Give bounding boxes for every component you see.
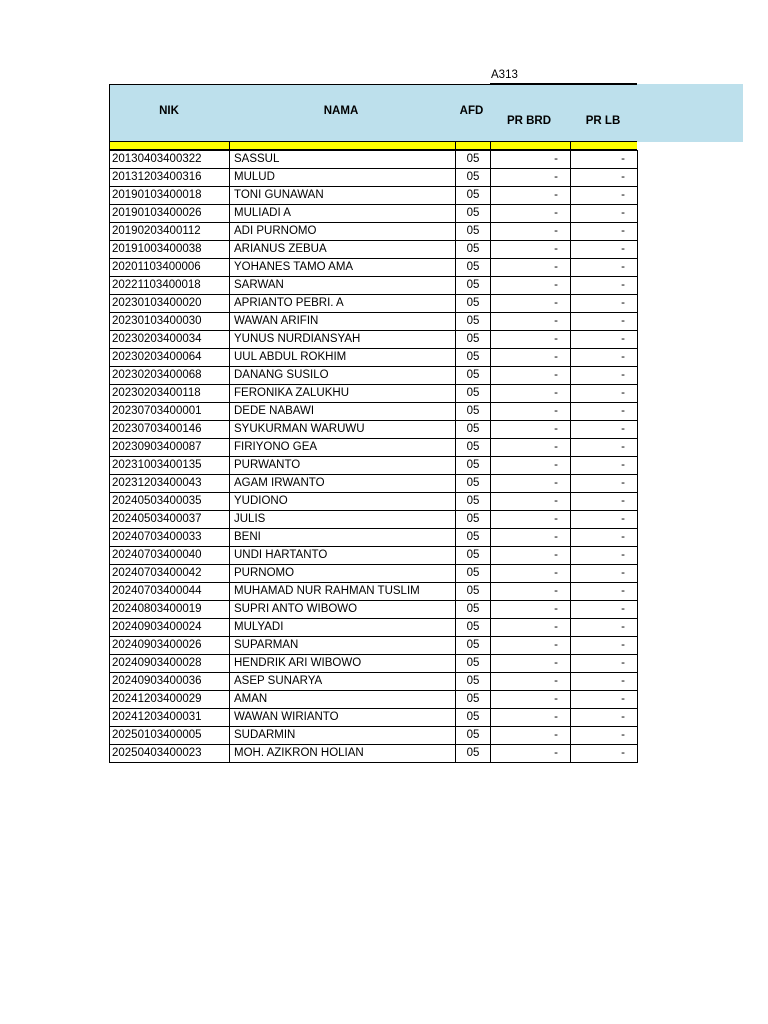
table-row xyxy=(110,565,638,583)
cell-pr-brd[interactable]: - xyxy=(491,547,571,565)
cell-pr-lb[interactable]: - xyxy=(571,439,638,457)
table-row xyxy=(110,583,638,601)
cell-nik[interactable]: 20221103400018 xyxy=(110,277,230,295)
table-row xyxy=(110,727,638,745)
cell-pr-brd[interactable]: - xyxy=(491,259,571,277)
cell-pr-lb[interactable]: - xyxy=(571,529,638,547)
cell-afd[interactable]: 05 xyxy=(456,637,491,655)
cell-nik[interactable]: 20230203400064 xyxy=(110,349,230,367)
column-header-nik: NIK xyxy=(109,84,229,142)
cell-afd[interactable]: 05 xyxy=(456,601,491,619)
cell-nik[interactable]: 20190103400026 xyxy=(110,205,230,223)
table-row xyxy=(110,151,638,169)
cell-nama[interactable]: MULUD xyxy=(230,169,456,187)
cell-pr-lb[interactable]: - xyxy=(571,205,638,223)
cell-pr-brd[interactable]: - xyxy=(491,511,571,529)
cell-nama[interactable]: FIRIYONO GEA xyxy=(230,439,456,457)
cell-nama[interactable]: SASSUL xyxy=(230,151,456,169)
group-label-a313: A313 xyxy=(490,66,637,84)
cell-pr-lb[interactable]: - xyxy=(571,475,638,493)
cell-nik[interactable]: 20231203400043 xyxy=(110,475,230,493)
cell-pr-brd[interactable]: - xyxy=(491,205,571,223)
table-row xyxy=(110,385,638,403)
cell-nama[interactable]: UNDI HARTANTO xyxy=(230,547,456,565)
cell-pr-brd[interactable]: - xyxy=(491,619,571,637)
cell-pr-lb[interactable]: - xyxy=(571,457,638,475)
cell-pr-lb[interactable]: - xyxy=(571,601,638,619)
cell-afd[interactable]: 05 xyxy=(456,475,491,493)
cell-afd[interactable]: 05 xyxy=(456,349,491,367)
cell-nama[interactable]: HENDRIK ARI WIBOWO xyxy=(230,655,456,673)
table-row xyxy=(110,313,638,331)
cell-nik[interactable]: 20240703400040 xyxy=(110,547,230,565)
cell-pr-brd[interactable]: - xyxy=(491,691,571,709)
table-row xyxy=(110,529,638,547)
cell-nik[interactable]: 20230903400087 xyxy=(110,439,230,457)
cell-nama[interactable]: MOH. AZIKRON HOLIAN xyxy=(230,745,456,763)
cell-nik[interactable]: 20250403400023 xyxy=(110,745,230,763)
cell-afd[interactable]: 05 xyxy=(456,547,491,565)
cell-nik[interactable]: 20230703400001 xyxy=(110,403,230,421)
cell-pr-brd[interactable]: - xyxy=(491,367,571,385)
cell-nama[interactable]: PURNOMO xyxy=(230,565,456,583)
cell-pr-lb[interactable]: - xyxy=(571,547,638,565)
cell-pr-lb[interactable]: - xyxy=(571,745,638,763)
cell-nama[interactable]: YUDIONO xyxy=(230,493,456,511)
cell-nik[interactable]: 20190203400112 xyxy=(110,223,230,241)
table-row xyxy=(110,403,638,421)
cell-pr-lb[interactable]: - xyxy=(571,151,638,169)
cell-nama[interactable]: AMAN xyxy=(230,691,456,709)
cell-pr-lb[interactable]: - xyxy=(571,349,638,367)
cell-afd[interactable]: 05 xyxy=(456,511,491,529)
cell-pr-lb[interactable]: - xyxy=(571,673,638,691)
cell-nama[interactable]: YUNUS NURDIANSYAH xyxy=(230,331,456,349)
table-row xyxy=(110,223,638,241)
cell-nama[interactable]: SUPRI ANTO WIBOWO xyxy=(230,601,456,619)
cell-nik[interactable]: 20191003400038 xyxy=(110,241,230,259)
cell-afd[interactable]: 05 xyxy=(456,673,491,691)
cell-pr-brd[interactable]: - xyxy=(491,277,571,295)
cell-pr-brd[interactable]: - xyxy=(491,241,571,259)
cell-afd[interactable]: 05 xyxy=(456,223,491,241)
table-row xyxy=(110,745,638,763)
cell-pr-brd[interactable]: - xyxy=(491,385,571,403)
cell-pr-lb[interactable]: - xyxy=(571,223,638,241)
cell-afd[interactable]: 05 xyxy=(456,259,491,277)
cell-pr-lb[interactable]: - xyxy=(571,511,638,529)
cell-nik[interactable]: 20240503400035 xyxy=(110,493,230,511)
cell-nik[interactable]: 20231003400135 xyxy=(110,457,230,475)
cell-nama[interactable]: DANANG SUSILO xyxy=(230,367,456,385)
cell-pr-brd[interactable]: - xyxy=(491,601,571,619)
cell-afd[interactable]: 05 xyxy=(456,385,491,403)
cell-afd[interactable]: 05 xyxy=(456,295,491,313)
cell-pr-brd[interactable]: - xyxy=(491,313,571,331)
cell-afd[interactable]: 05 xyxy=(456,205,491,223)
cell-pr-brd[interactable]: - xyxy=(491,529,571,547)
table-row xyxy=(110,655,638,673)
separator-divider xyxy=(455,142,456,150)
cell-afd[interactable]: 05 xyxy=(456,403,491,421)
cell-afd[interactable]: 05 xyxy=(456,187,491,205)
cell-pr-brd[interactable]: - xyxy=(491,655,571,673)
cell-nama[interactable]: SUPARMAN xyxy=(230,637,456,655)
yellow-separator-row xyxy=(109,142,637,150)
cell-pr-brd[interactable]: - xyxy=(491,151,571,169)
cell-afd[interactable]: 05 xyxy=(456,421,491,439)
table-row xyxy=(110,601,638,619)
table-row xyxy=(110,637,638,655)
cell-nik[interactable]: 20131203400316 xyxy=(110,169,230,187)
table-row xyxy=(110,691,638,709)
cell-nik[interactable]: 20241203400029 xyxy=(110,691,230,709)
cell-nama[interactable]: TONI GUNAWAN xyxy=(230,187,456,205)
cell-pr-lb[interactable]: - xyxy=(571,619,638,637)
cell-pr-brd[interactable]: - xyxy=(491,709,571,727)
table-row xyxy=(110,169,638,187)
employee-table xyxy=(109,150,638,763)
cell-nama[interactable]: SUDARMIN xyxy=(230,727,456,745)
table-row xyxy=(110,421,638,439)
cell-pr-lb[interactable]: - xyxy=(571,709,638,727)
cell-nama[interactable]: UUL ABDUL ROKHIM xyxy=(230,349,456,367)
header-fill-extension xyxy=(637,84,743,142)
cell-pr-lb[interactable]: - xyxy=(571,259,638,277)
cell-nama[interactable]: SYUKURMAN WARUWU xyxy=(230,421,456,439)
table-row xyxy=(110,493,638,511)
cell-nik[interactable]: 20230103400020 xyxy=(110,295,230,313)
table-row xyxy=(110,367,638,385)
cell-pr-brd[interactable]: - xyxy=(491,169,571,187)
cell-pr-brd[interactable]: - xyxy=(491,223,571,241)
cell-pr-brd[interactable]: - xyxy=(491,583,571,601)
cell-pr-lb[interactable]: - xyxy=(571,565,638,583)
table-row xyxy=(110,709,638,727)
cell-afd[interactable]: 05 xyxy=(456,313,491,331)
cell-nik[interactable]: 20240503400037 xyxy=(110,511,230,529)
cell-pr-lb[interactable]: - xyxy=(571,241,638,259)
cell-afd[interactable]: 05 xyxy=(456,745,491,763)
cell-afd[interactable]: 05 xyxy=(456,655,491,673)
table-row xyxy=(110,331,638,349)
cell-pr-lb[interactable]: - xyxy=(571,637,638,655)
cell-pr-lb[interactable]: - xyxy=(571,421,638,439)
cell-nik[interactable]: 20240703400042 xyxy=(110,565,230,583)
table-row xyxy=(110,511,638,529)
cell-afd[interactable]: 05 xyxy=(456,727,491,745)
cell-nama[interactable]: DEDE NABAWI xyxy=(230,403,456,421)
cell-pr-lb[interactable]: - xyxy=(571,583,638,601)
cell-pr-brd[interactable]: - xyxy=(491,637,571,655)
table-row xyxy=(110,619,638,637)
cell-nama[interactable]: AGAM IRWANTO xyxy=(230,475,456,493)
table-row xyxy=(110,457,638,475)
cell-nik[interactable]: 20240903400036 xyxy=(110,673,230,691)
cell-pr-brd[interactable]: - xyxy=(491,187,571,205)
column-header-afd: AFD xyxy=(454,84,490,142)
cell-afd[interactable]: 05 xyxy=(456,619,491,637)
cell-nama[interactable]: FERONIKA ZALUKHU xyxy=(230,385,456,403)
cell-nama[interactable]: ADI PURNOMO xyxy=(230,223,456,241)
table-row xyxy=(110,259,638,277)
separator-divider xyxy=(229,142,230,150)
cell-pr-lb[interactable]: - xyxy=(571,313,638,331)
cell-nik[interactable]: 20240703400044 xyxy=(110,583,230,601)
cell-nik[interactable]: 20240903400024 xyxy=(110,619,230,637)
cell-pr-lb[interactable]: - xyxy=(571,655,638,673)
table-row xyxy=(110,241,638,259)
employee-table-body xyxy=(110,151,638,763)
cell-nik[interactable]: 20240903400026 xyxy=(110,637,230,655)
cell-nama[interactable]: WAWAN ARIFIN xyxy=(230,313,456,331)
cell-pr-brd[interactable]: - xyxy=(491,745,571,763)
table-row xyxy=(110,475,638,493)
cell-nik[interactable]: 20230203400034 xyxy=(110,331,230,349)
cell-afd[interactable]: 05 xyxy=(456,331,491,349)
table-row xyxy=(110,673,638,691)
table-row xyxy=(110,295,638,313)
cell-afd[interactable]: 05 xyxy=(456,457,491,475)
cell-pr-lb[interactable]: - xyxy=(571,295,638,313)
cell-nama[interactable]: APRIANTO PEBRI. A xyxy=(230,295,456,313)
cell-pr-brd[interactable]: - xyxy=(491,439,571,457)
column-header-pr-lb: PR LB xyxy=(569,101,637,142)
cell-pr-lb[interactable]: - xyxy=(571,277,638,295)
column-header-pr-brd: PR BRD xyxy=(489,101,570,142)
cell-nik[interactable]: 20201103400006 xyxy=(110,259,230,277)
cell-nama[interactable]: WAWAN WIRIANTO xyxy=(230,709,456,727)
separator-divider xyxy=(570,142,571,150)
table-row xyxy=(110,205,638,223)
cell-nik[interactable]: 20240703400033 xyxy=(110,529,230,547)
cell-pr-brd[interactable]: - xyxy=(491,421,571,439)
cell-nama[interactable]: SARWAN xyxy=(230,277,456,295)
cell-pr-brd[interactable]: - xyxy=(491,727,571,745)
cell-nik[interactable]: 20230703400146 xyxy=(110,421,230,439)
cell-nik[interactable]: 20230203400118 xyxy=(110,385,230,403)
cell-nik[interactable]: 20250103400005 xyxy=(110,727,230,745)
cell-nik[interactable]: 20130403400322 xyxy=(110,151,230,169)
cell-pr-lb[interactable]: - xyxy=(571,331,638,349)
table-row xyxy=(110,439,638,457)
cell-pr-brd[interactable]: - xyxy=(491,475,571,493)
cell-afd[interactable]: 05 xyxy=(456,439,491,457)
cell-nik[interactable]: 20240903400028 xyxy=(110,655,230,673)
cell-nama[interactable]: ARIANUS ZEBUA xyxy=(230,241,456,259)
cell-afd[interactable]: 05 xyxy=(456,493,491,511)
cell-pr-brd[interactable]: - xyxy=(491,673,571,691)
column-group-header xyxy=(489,84,637,102)
cell-pr-lb[interactable]: - xyxy=(571,367,638,385)
cell-pr-brd[interactable]: - xyxy=(491,349,571,367)
cell-pr-lb[interactable]: - xyxy=(571,403,638,421)
cell-nik[interactable]: 20230103400030 xyxy=(110,313,230,331)
cell-nama[interactable]: MULYADI xyxy=(230,619,456,637)
cell-afd[interactable]: 05 xyxy=(456,565,491,583)
table-row xyxy=(110,349,638,367)
cell-pr-brd[interactable]: - xyxy=(491,565,571,583)
cell-pr-lb[interactable]: - xyxy=(571,691,638,709)
cell-nama[interactable]: JULIS xyxy=(230,511,456,529)
cell-afd[interactable]: 05 xyxy=(456,529,491,547)
cell-pr-brd[interactable]: - xyxy=(491,295,571,313)
cell-afd[interactable]: 05 xyxy=(456,241,491,259)
cell-pr-brd[interactable]: - xyxy=(491,457,571,475)
cell-nama[interactable]: MUHAMAD NUR RAHMAN TUSLIM xyxy=(230,583,456,601)
cell-pr-brd[interactable]: - xyxy=(491,493,571,511)
table-row xyxy=(110,547,638,565)
cell-nik[interactable]: 20190103400018 xyxy=(110,187,230,205)
cell-afd[interactable]: 05 xyxy=(456,709,491,727)
cell-pr-brd[interactable]: - xyxy=(491,331,571,349)
table-row xyxy=(110,187,638,205)
table-row xyxy=(110,277,638,295)
cell-nama[interactable]: BENI xyxy=(230,529,456,547)
cell-pr-brd[interactable]: - xyxy=(491,403,571,421)
cell-nama[interactable]: MULIADI A xyxy=(230,205,456,223)
cell-pr-lb[interactable]: - xyxy=(571,169,638,187)
cell-afd[interactable]: 05 xyxy=(456,583,491,601)
cell-pr-lb[interactable]: - xyxy=(571,385,638,403)
cell-afd[interactable]: 05 xyxy=(456,277,491,295)
cell-pr-lb[interactable]: - xyxy=(571,187,638,205)
cell-nama[interactable]: YOHANES TAMO AMA xyxy=(230,259,456,277)
cell-afd[interactable]: 05 xyxy=(456,367,491,385)
cell-pr-lb[interactable]: - xyxy=(571,727,638,745)
cell-afd[interactable]: 05 xyxy=(456,151,491,169)
cell-afd[interactable]: 05 xyxy=(456,691,491,709)
cell-pr-lb[interactable]: - xyxy=(571,493,638,511)
column-header-nama: NAMA xyxy=(228,84,455,142)
cell-nik[interactable]: 20230203400068 xyxy=(110,367,230,385)
separator-divider xyxy=(490,142,491,150)
cell-nik[interactable]: 20241203400031 xyxy=(110,709,230,727)
cell-afd[interactable]: 05 xyxy=(456,169,491,187)
cell-nama[interactable]: PURWANTO xyxy=(230,457,456,475)
cell-nama[interactable]: ASEP SUNARYA xyxy=(230,673,456,691)
cell-nik[interactable]: 20240803400019 xyxy=(110,601,230,619)
